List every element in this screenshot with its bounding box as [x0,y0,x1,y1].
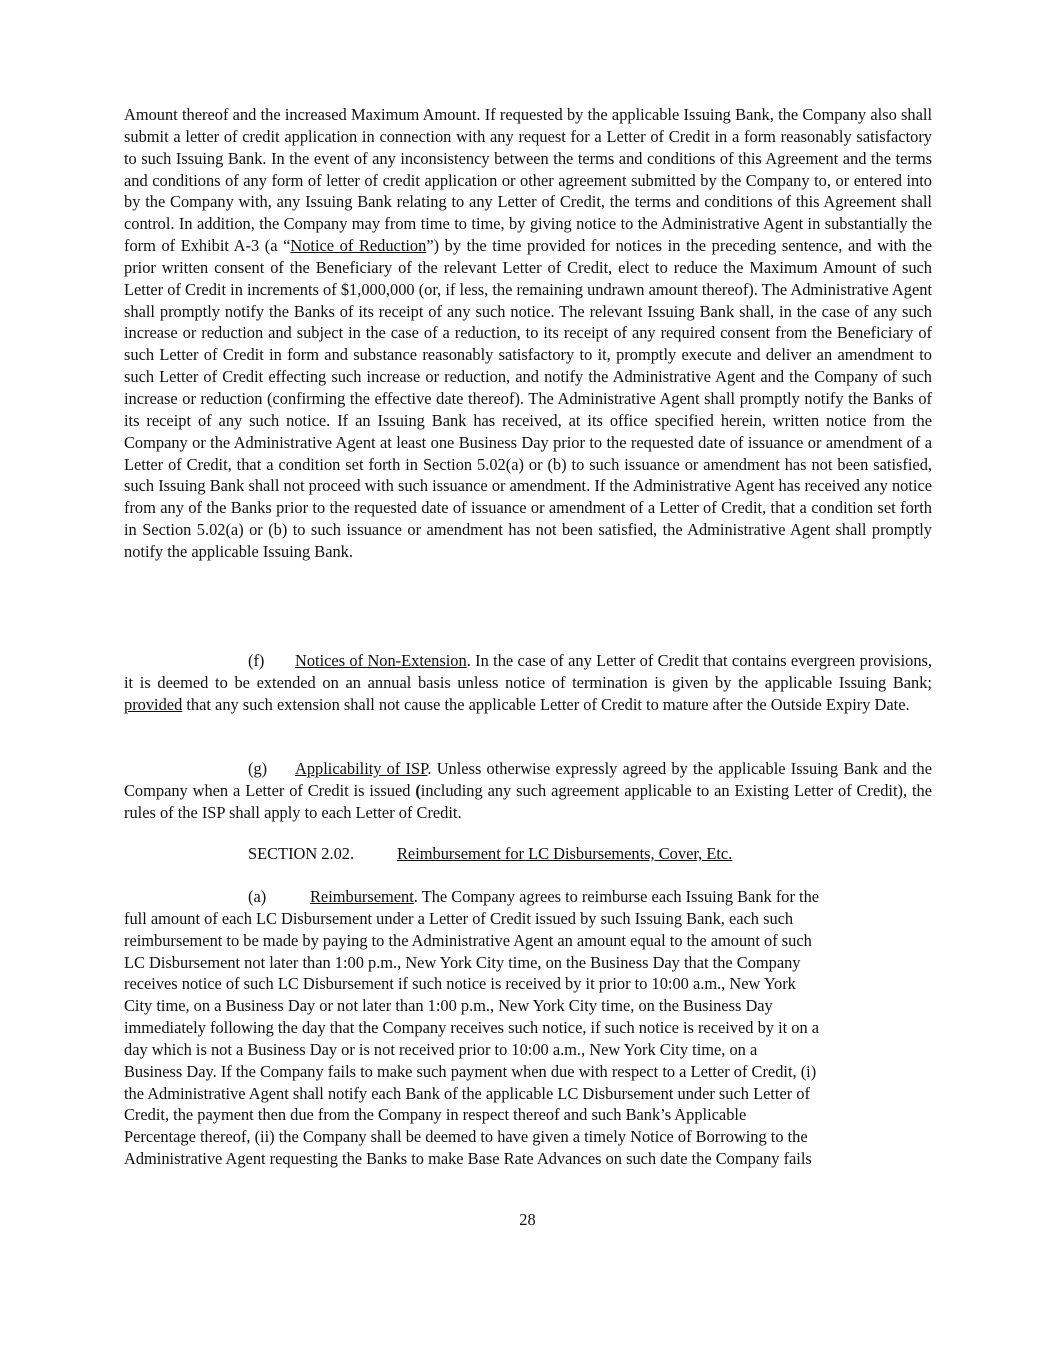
text-line: Business Day. If the Company fails to make such payment when due with respect to a Letter of Credit, (i) [124,1061,817,1081]
text-line: City time, on a Business Day or not later than 1:00 p.m., New York City time, on the Business Day [124,996,773,1016]
section-title: Reimbursement for LC Disbursements, Cover, Etc. [397,844,733,863]
defined-term-notice-of-reduction: Notice of Reduction [290,236,427,256]
text-line [124,886,932,908]
text-line: receives notice of such LC Disbursement if such notice is received by it prior to 10:00 a.m., New York [124,974,796,994]
paragraph-text: . The Company agrees to reimburse each Issuing Bank for the [413,887,820,906]
text-line: Percentage thereof, (ii) the Company shall be deemed to have given a timely Notice of Borrowing to the [124,1127,808,1147]
paragraph-g [124,758,932,824]
paragraph-f [124,650,932,716]
page-number: 28 [519,1210,536,1229]
text-line: full amount of each LC Disbursement under a Letter of Credit issued by such Issuing Bank, each such [124,908,794,928]
text-line: reimbursement to be made by paying to the Administrative Agent an amount equal to the amount of such [124,930,812,950]
provided-term: provided [124,694,183,714]
paragraph-text: . In the case of any Letter of Credit that contains evergreen provisions, it is deemed to be extended on an annual basis unless notice of termination is given by the applicable Issuing Bank; [124,651,932,692]
text-line: immediately following the day that the Company receives such notice, if such notice is received by it on a [124,1018,820,1038]
clause-label: (f) [248,651,265,670]
text-line: day which is not a Business Day or is not received prior to 10:00 a.m., New York City time, on a [124,1039,758,1059]
clause-label: (a) [248,887,267,906]
section-heading [248,843,732,865]
paragraph-a [124,886,932,1170]
paragraph-text: . Unless otherwise expressly agreed by the applicable Issuing Bank and the Company when a Letter of Credit is issued [124,759,933,800]
paragraph-text: ”) by the time provided for notices in the preceding sentence, and with the prior written consent of the Beneficiary of the relevant Letter of Credit, elect to reduce the Maximum Amount of such Letter of Credit in increments of $1,000,000 (or, if less, the remaining undrawn amount thereof). The Administrative Agent shall promptly notify the Banks of its receipt of any such notice. The relevant Issuing Bank shall, in the case of any such increase or reduction and subject in the case of a reduction, to its receipt of any required consent from the Beneficiary of such Letter of Credit in form and substance reasonably satisfactory to it, promptly execute and deliver an amendment to such Letter of Credit effecting such increase or reduction, and notify the Administrative Agent and the Company of such increase or reduction (confirming the effective date thereof). The Administrative Agent shall promptly notify the Banks of its receipt of any such notice. If an Issuing Bank has received, at its office specified herein, written notice from the Company or the Administrative Agent at least one Business Day prior to the requested date of issuance or amendment of a Letter of Credit, that a condition set forth in Section 5.02(a) or (b) to such issuance or amendment has not been satisfied, such Issuing Bank shall not proceed with such issuance or amendment. If the Administrative Agent has received any notice from any of the Banks prior to the requested date of issuance or amendment of a Letter of Credit, that a condition set forth in Section 5.02(a) or (b) to such issuance or amendment has not been satisfied, the Administrative Agent shall promptly notify the applicable Issuing Bank. [124,236,933,561]
paragraph-text: that any such extension shall not cause the applicable Letter of Credit to mature after the Outside Expiry Date. [182,694,910,714]
paragraph-text: including any such agreement applicable to an Existing Letter of Credit), the rules of the ISP shall apply to each Letter of Credit. [124,780,932,822]
text-line: Credit, the payment then due from the Company in respect thereof and such Bank’s Applicable [124,1105,747,1125]
clause-heading: Notices of Non-Extension [295,651,467,670]
paragraph-e-continuation [124,104,932,563]
clause-heading: Reimbursement [310,887,414,906]
text-line: LC Disbursement not later than 1:00 p.m., New York City time, on the Business Day that the Company [124,952,801,972]
section-number: SECTION 2.02. [248,844,355,863]
paragraph-text: Amount thereof and the increased Maximum Amount. If requested by the applicable Issuing Bank, the Company also shall submit a letter of credit application in connection with any request for a Letter of Credit in a form reasonably satisfactory to such Issuing Bank. In the event of any inconsistency between the terms and conditions of this Agreement and the terms and conditions of any form of letter of credit application or other agreement submitted by the Company to, or entered into by the Company with, any Issuing Bank relating to any Letter of Credit, the terms and conditions of this Agreement shall control. In addition, the Company may from time to time, by giving notice to the Administrative Agent in substantially the form of Exhibit A-3 (a “ [124,105,932,256]
clause-heading: Applicability of ISP [295,759,428,778]
bold-paren: ( [415,780,421,800]
clause-label: (g) [248,759,268,778]
text-line: Administrative Agent requesting the Banks to make Base Rate Advances on such date the Company fails [124,1149,812,1169]
text-line: the Administrative Agent shall notify each Bank of the applicable LC Disbursement under such Letter of [124,1083,810,1103]
